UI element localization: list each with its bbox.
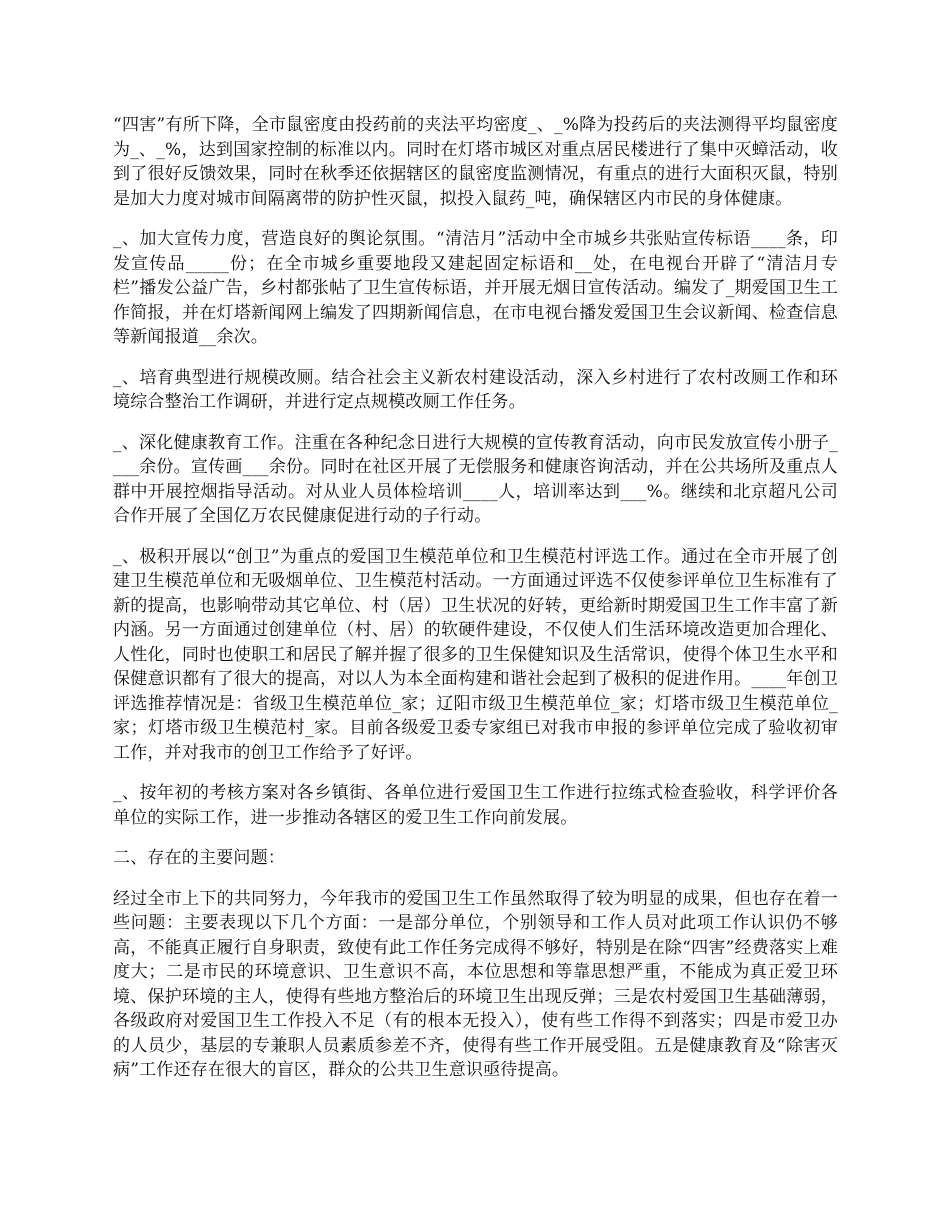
section-heading-problems: 二、存在的主要问题： (113, 848, 285, 868)
paragraph-model-units: _、极积开展以“创卫”为重点的爱国卫生模范单位和卫生模范村评选工作。通过在全市开展了创建卫生模范单位和无吸烟单位、卫生模范村活动。一方面通过评选不仅使参评单位卫生标准有了新的提高，也影响带动其它单位、村（居）卫生状况的好转，更给新时期爱国卫生工作丰富了新内涵。另一方面通过创建单位（村、居）的软硬件建设，不仅使人们生活环境改造更加合理化、人性化，同时也使职工和居民了解并握了很多的卫生保健知识及生活常识，使得个体卫生水平和保健意识都有了很大的提高，对以人为本全面构建和谐社会起到了极积的促进作用。____年创卫评选推荐情况是：省级卫生模范单位_家；辽阳市级卫生模范单位_家；灯塔市级卫生模范单位_家；灯塔市级卫生模范村_家。目前各级爱卫委专家组已对我市申报的参评单位完成了验收初审工作，并对我市的创卫工作给予了好评。 (113, 546, 838, 763)
paragraph-pest-control: “四害”有所下降，全市鼠密度由投药前的夹法平均密度_、_%降为投药后的夹法测得平均鼠密度为_、_%，达到国家控制的标准以内。同时在灯塔市城区对重点居民楼进行了集中灭蟑活动，收到了很好反馈效果，同时在秋季还依据辖区的鼠密度监测情况，有重点的进行大面积灭鼠，特别是加大力度对城市间隔离带的防护性灭鼠，拟投入鼠药_吨，确保辖区内市民的身体健康。 (113, 115, 838, 209)
paragraph-inspection: _、按年初的考核方案对各乡镇街、各单位进行爱国卫生工作进行拉练式检查验收，科学评价各单位的实际工作，进一步推动各辖区的爱卫生工作向前发展。 (113, 783, 838, 828)
paragraph-health-education: _、深化健康教育工作。注重在各种纪念日进行大规模的宣传教育活动，向市民发放宣传小册子____余份。宣传画___余份。同时在社区开展了无偿服务和健康咨询活动，并在公共场所及重点人群中开展控烟指导活动。对从业人员体检培训____人，培训率达到___%。继续和北京超凡公司合作开展了全国亿万农民健康促进行动的子行动。 (113, 432, 838, 526)
paragraph-publicity: _、加大宣传力度，营造良好的舆论氛围。“清洁月”活动中全市城乡共张贴宣传标语____条，印发宣传品_____份；在全市城乡重要地段又建起固定标语和__处，在电视台开辟了“清洁月专栏”播发公益广告，乡村都张帖了卫生宣传标语，并开展无烟日宣传活动。编发了_期爱国卫生工作简报，并在灯塔新闻网上编发了四期新闻信息，在市电视台播发爱国卫生会议新闻、检查信息等新闻报道__余次。 (113, 229, 838, 347)
paragraph-toilet-reform: _、培育典型进行规模改厕。结合社会主义新农村建设活动，深入乡村进行了农村改厕工作和环境综合整治工作调研，并进行定点规模改厕工作任务。 (113, 367, 838, 412)
paragraph-problems: 经过全市上下的共同努力，今年我市的爱国卫生工作虽然取得了较为明显的成果，但也存在着一些问题：主要表现以下几个方面：一是部分单位，个别领导和工作人员对此项工作认识仍不够高，不能真正履行自身职责，致使有此工作任务完成得不够好，特别是在除“四害”经费落实上难度大；二是市民的环境意识、卫生意识不高，本位思想和等靠思想严重，不能成为真正爱卫环境、保护环境的主人，使得有些地方整治后的环境卫生出现反弹；三是农村爱国卫生基础薄弱，各级政府对爱国卫生工作投入不足（有的根本无投入），使有些工作得不到落实；四是市爱卫办的人员少，基层的专兼职人员素质参差不齐，使得有些工作开展受阻。五是健康教育及“除害灭病”工作还存在很大的盲区，群众的公共卫生意识亟待提高。 (113, 888, 838, 1080)
